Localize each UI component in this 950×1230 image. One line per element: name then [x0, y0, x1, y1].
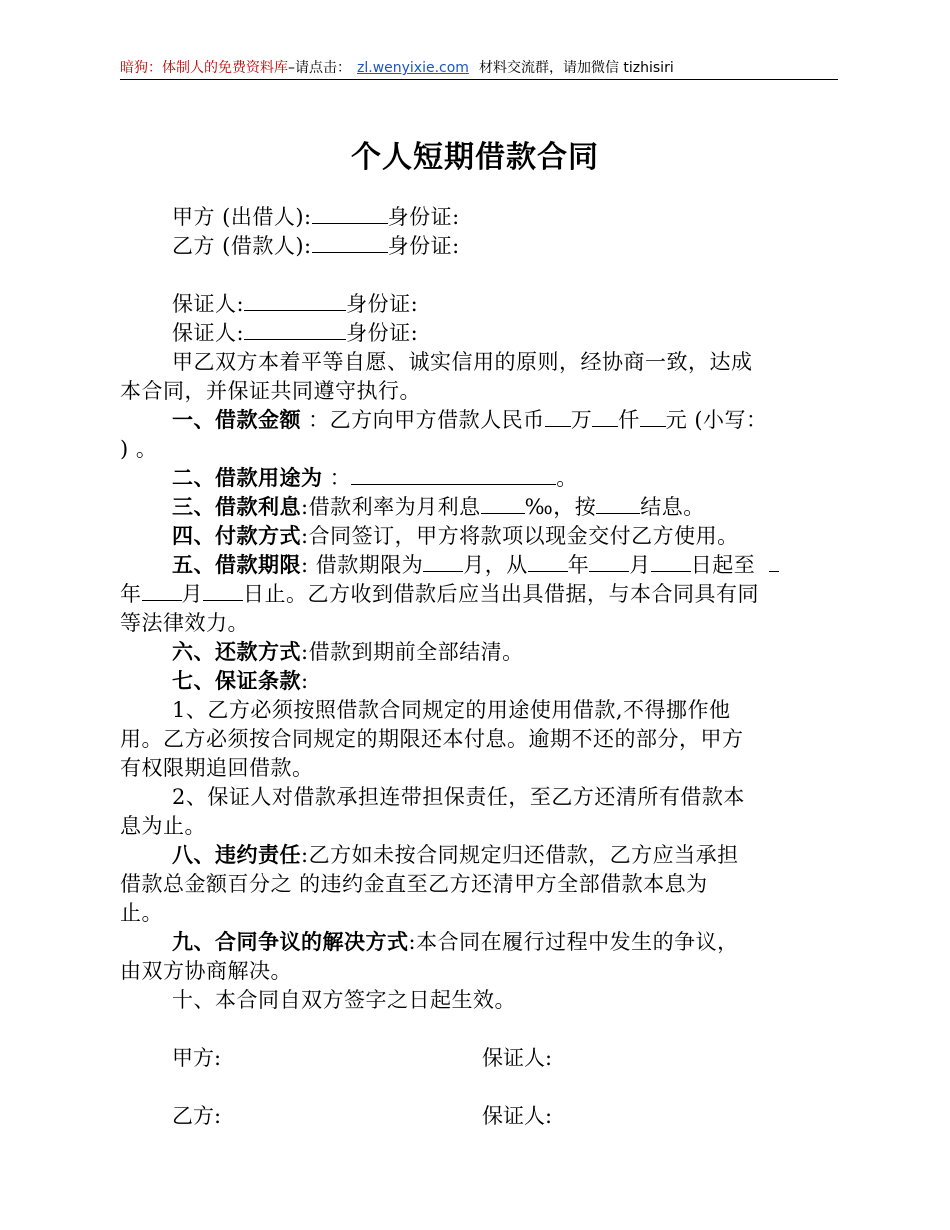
clause-8-line-3: 止。: [120, 901, 163, 925]
clause-5-text-4: 日止。乙方收到借款后应当出具借据，与本合同具有同: [243, 582, 759, 606]
clause-9-text: :本合同在履行过程中发生的争议，: [408, 930, 739, 954]
clause-7-item-1-line-2: 用。乙方必须按合同规定的期限还本付息。逾期不还的部分，甲方: [120, 727, 744, 751]
clause-6-text: :借款到期前全部结清。: [301, 640, 524, 664]
guarantor-2-id-label: 身份证:: [346, 321, 419, 345]
clause-6-heading: 六、还款方式: [172, 640, 301, 664]
clause-7-heading: 七、保证条款: [172, 669, 301, 693]
clause-10-line: 十、本合同自双方签字之日起生效。: [172, 988, 516, 1012]
loan-purpose-blank[interactable]: [351, 464, 556, 485]
clause-3-text-2: ‰，按: [524, 495, 597, 519]
clause-2-heading: 二、借款用途为: [172, 466, 323, 490]
guarantor-1-name-blank[interactable]: [244, 290, 346, 311]
preamble-line-2: 本合同，并保证共同遵守执行。: [120, 379, 421, 403]
clause-5-line-3: 等法律效力。: [120, 611, 249, 635]
spacer: [120, 1073, 840, 1102]
settlement-period-blank[interactable]: [596, 493, 640, 514]
clause-1-heading: 一、借款金额: [172, 408, 301, 432]
party-a-label: 甲方 (出借人):: [172, 205, 312, 229]
guarantor-1-id-label: 身份证:: [346, 292, 419, 316]
source-link[interactable]: zl.wenyixie.com: [357, 60, 469, 76]
clause-5-text: : 借款期限为: [301, 553, 424, 577]
clause-8-line: [120, 841, 840, 870]
amount-wan-blank[interactable]: [545, 406, 571, 427]
unit-month-2: 月: [181, 582, 203, 606]
party-a-name-blank[interactable]: [312, 203, 388, 224]
clause-1-line-2: ) 。: [120, 437, 158, 461]
start-year-blank[interactable]: [528, 551, 568, 572]
guarantor-1-signature: 保证人:: [482, 1046, 553, 1070]
clause-7-line: [120, 667, 840, 696]
clause-3-text: :借款利率为月利息: [301, 495, 481, 519]
end-year-blank-a[interactable]: [769, 551, 779, 572]
clause-3-text-3: 结息。: [640, 495, 705, 519]
header-divider: [120, 79, 838, 80]
clause-7-item-2-line-1: 2、保证人对借款承担连带担保责任，至乙方还清所有借款本: [172, 785, 745, 809]
clause-3-line: [120, 493, 840, 522]
signature-row-1: [120, 1044, 840, 1073]
click-prompt: –请点击：: [288, 60, 351, 76]
clause-2-colon: ：: [322, 466, 352, 490]
guarantor-2-signature: 保证人:: [482, 1104, 553, 1128]
clause-4-text: :合同签订，甲方将款项以现金交付乙方使用。: [301, 524, 739, 548]
party-b-line: [120, 232, 840, 261]
party-b-id-label: 身份证:: [387, 234, 460, 258]
start-day-blank[interactable]: [651, 551, 691, 572]
clause-7-colon: :: [301, 669, 309, 693]
guarantor-1-line: [120, 290, 840, 319]
amount-yuan-blank[interactable]: [640, 406, 666, 427]
unit-year: 年: [567, 553, 590, 577]
guarantor-2-name-blank[interactable]: [244, 319, 346, 340]
clause-5-heading: 五、借款期限: [172, 553, 301, 577]
term-months-blank[interactable]: [423, 551, 463, 572]
party-b-signature: 乙方:: [172, 1104, 222, 1128]
clause-3-heading: 三、借款利息: [172, 495, 301, 519]
clause-7-item-1-line-1: 1、乙方必须按照借款合同规定的用途使用借款,不得挪作他: [172, 698, 731, 722]
clause-5-line-2: [120, 580, 840, 609]
unit-month: 月: [629, 553, 651, 577]
clause-8-heading: 八、违约责任: [172, 843, 301, 867]
clause-9-heading: 九、合同争议的解决方式: [172, 930, 409, 954]
party-b-name-blank[interactable]: [312, 232, 388, 253]
unit-wan: 万: [570, 408, 593, 432]
party-a-id-label: 身份证:: [387, 205, 460, 229]
guarantor-2-label: 保证人:: [172, 321, 245, 345]
clause-4-line: [120, 522, 840, 551]
preamble-line-1: 甲乙双方本着平等自愿、诚实信用的原则，经协商一致，达成: [172, 350, 753, 374]
unit-qian: 仟: [618, 408, 640, 432]
spacer: [120, 261, 840, 290]
end-day-blank[interactable]: [203, 580, 243, 601]
amount-lowercase-label: 元 (小写：: [665, 408, 768, 432]
unit-year-2: 年: [120, 582, 142, 606]
party-a-signature: 甲方:: [172, 1046, 222, 1070]
clause-1-text: ：乙方向甲方借款人民币: [301, 408, 545, 432]
clause-1-line: [120, 406, 840, 435]
clause-2-end: 。: [556, 466, 578, 490]
party-a-line: [120, 203, 840, 232]
interest-rate-blank[interactable]: [481, 493, 525, 514]
party-b-label: 乙方 (借款人):: [172, 234, 312, 258]
clause-8-text: :乙方如未按合同规定归还借款，乙方应当承担: [301, 843, 739, 867]
clause-4-heading: 四、付款方式: [172, 524, 301, 548]
clause-2-line: [120, 464, 840, 493]
source-name: 暗狗：体制人的免费资料库: [120, 60, 288, 76]
source-header: [120, 58, 830, 78]
group-note: 材料交流群，请加微信 tizhisiri: [478, 60, 674, 76]
clause-5-text-2: 月，从: [463, 553, 528, 577]
clause-7-item-2-line-2: 息为止。: [120, 814, 206, 838]
clause-6-line: [120, 638, 840, 667]
guarantor-1-label: 保证人:: [172, 292, 245, 316]
end-month-blank[interactable]: [142, 580, 182, 601]
clause-5-text-3: 日起至: [690, 553, 756, 577]
clause-5-line: [120, 551, 840, 580]
guarantor-2-line: [120, 319, 840, 348]
clause-9-line: [120, 928, 840, 957]
document-title: 个人短期借款合同: [351, 140, 599, 175]
contract-body: [120, 203, 840, 1131]
start-month-blank[interactable]: [589, 551, 629, 572]
clause-7-item-1-line-3: 有权限期追回借款。: [120, 756, 314, 780]
amount-qian-blank[interactable]: [592, 406, 618, 427]
signature-row-2: [120, 1102, 840, 1131]
clause-9-line-2: 由双方协商解决。: [120, 959, 292, 983]
spacer: [120, 1015, 840, 1044]
clause-8-line-2: 借款总金额百分之 的违约金直至乙方还清甲方全部借款本息为: [120, 872, 708, 896]
